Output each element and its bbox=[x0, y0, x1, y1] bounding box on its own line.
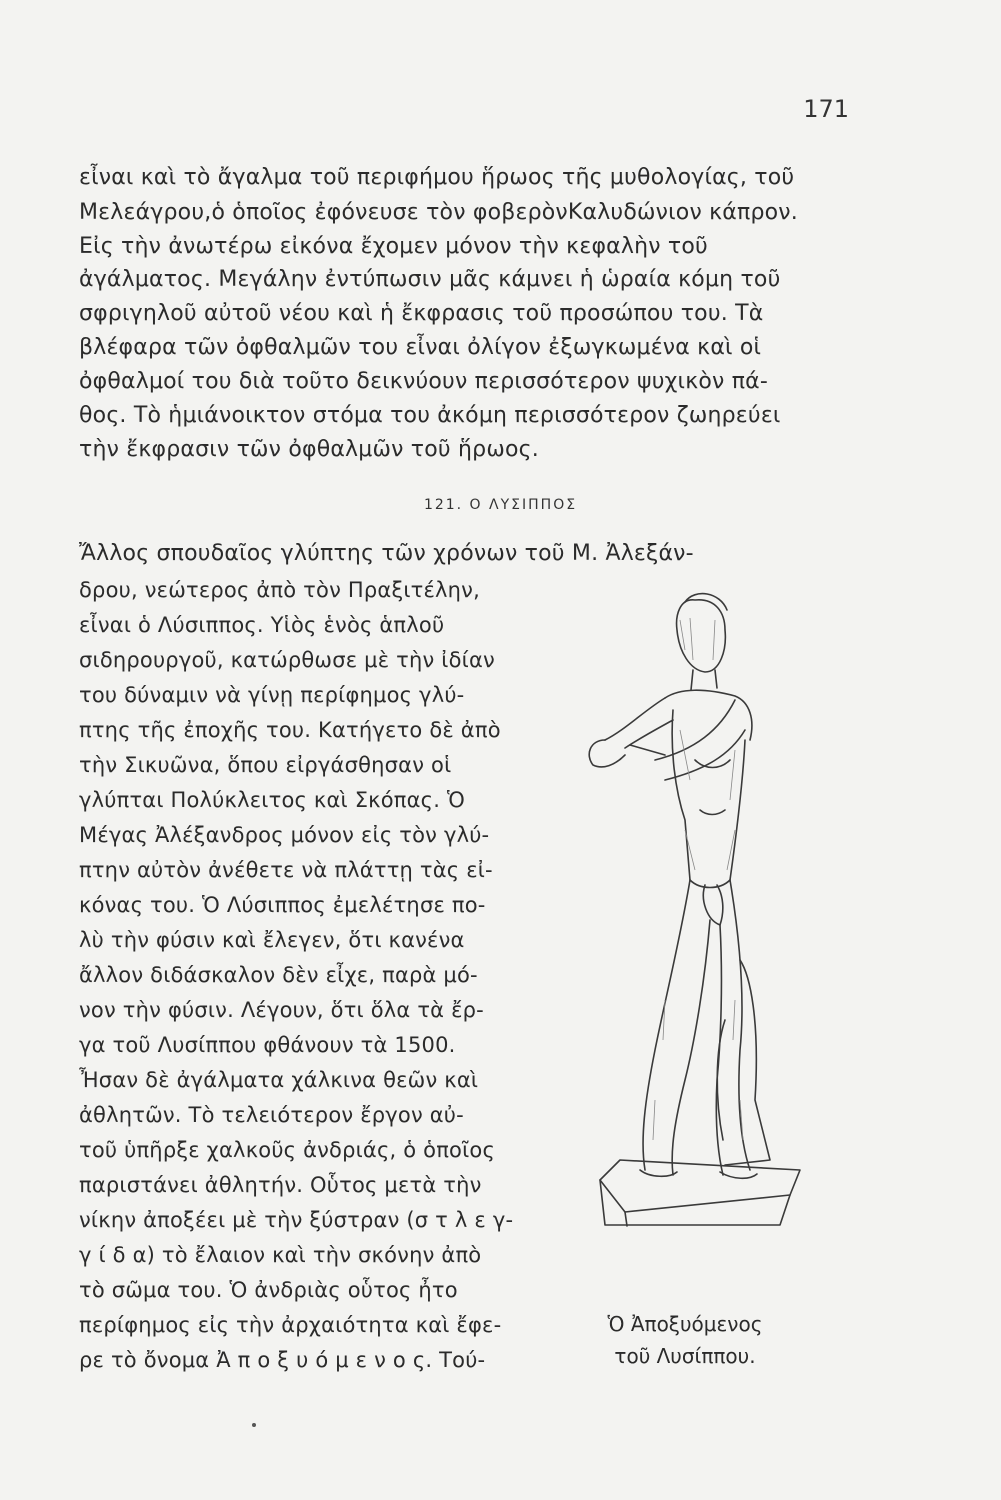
text-line: Μελεάγρου,ὁ ὁποῖος ἐφόνευσε τὸν φοβερὸνΚαλυδώνιον κάπρον. bbox=[79, 200, 798, 225]
section-heading: 121. Ο ΛΥΣΙΠΠΟΣ bbox=[423, 497, 578, 513]
text-line: Ἦσαν δὲ ἀγάλματα χάλκινα θεῶν καὶ bbox=[79, 1068, 479, 1092]
text-line: Εἰς τὴν ἀνωτέρω εἰκόνα ἔχομεν μόνον τὴν κεφαλὴν τοῦ bbox=[79, 234, 708, 259]
text-line: ἀγάλματος. Μεγάλην ἐντύπωσιν μᾶς κάμνει ἡ ὡραία κόμη τοῦ bbox=[79, 267, 781, 292]
text-line: τοῦ ὑπῆρξε χαλκοῦς ἀνδριάς, ὁ ὁποῖος bbox=[79, 1138, 495, 1162]
statue-apoxyomenos-illustration bbox=[545, 580, 845, 1240]
figure-caption-line1: Ὁ Ἀποξυόμενος bbox=[607, 1312, 763, 1336]
text-line: περίφημος εἰς τὴν ἀρχαιότητα καὶ ἔφε- bbox=[79, 1313, 502, 1337]
text-line: εἶναι καὶ τὸ ἄγαλμα τοῦ περιφήμου ἥρωος τῆς μυθολογίας, τοῦ bbox=[79, 165, 795, 190]
text-line: εἶναι ὁ Λύσιππος. Υἱὸς ἑνὸς ἁπλοῦ bbox=[79, 613, 445, 637]
text-line: γα τοῦ Λυσίππου φθάνουν τὰ 1500. bbox=[79, 1033, 456, 1057]
text-line: πτην αὐτὸν ἀνέθετε νὰ πλάττῃ τὰς εἰ- bbox=[79, 858, 493, 882]
text-line: λὺ τὴν φύσιν καὶ ἔλεγεν, ὅτι κανένα bbox=[79, 928, 465, 952]
text-line: βλέφαρα τῶν ὀφθαλμῶν του εἶναι ὀλίγον ἐξωγκωμένα καὶ οἱ bbox=[79, 335, 762, 360]
page-number: 171 bbox=[803, 95, 849, 123]
text-line: ἀθλητῶν. Τὸ τελειότερον ἔργον αὐ- bbox=[79, 1103, 464, 1127]
text-line: κόνας του. Ὁ Λύσιππος ἐμελέτησε πο- bbox=[79, 893, 486, 917]
text-line: παριστάνει ἀθλητήν. Οὗτος μετὰ τὴν bbox=[79, 1173, 482, 1197]
text-line: νον τὴν φύσιν. Λέγουν, ὅτι ὅλα τὰ ἔρ- bbox=[79, 998, 484, 1022]
text-line: του δύναμιν νὰ γίνῃ περίφημος γλύ- bbox=[79, 683, 465, 707]
text-line: τὸ σῶμα του. Ὁ ἀνδριὰς οὗτος ἦτο bbox=[79, 1278, 458, 1302]
text-line: τὴν Σικυῶνα, ὅπου εἰργάσθησαν οἱ bbox=[79, 753, 452, 777]
text-line: Ἄλλος σπουδαῖος γλύπτης τῶν χρόνων τοῦ Μ. Ἀλεξάν- bbox=[79, 541, 694, 566]
text-line: πτης τῆς ἐποχῆς του. Κατήγετο δὲ ἀπὸ bbox=[79, 718, 501, 742]
text-line: τὴν ἔκφρασιν τῶν ὀφθαλμῶν τοῦ ἥρωος. bbox=[79, 437, 539, 462]
text-line: σιδηρουργοῦ, κατώρθωσε μὲ τὴν ἰδίαν bbox=[79, 648, 495, 672]
text-line: Μέγας Ἀλέξανδρος μόνον εἰς τὸν γλύ- bbox=[79, 823, 490, 847]
text-line: θος. Τὸ ἡμιάνοικτον στόμα του ἀκόμη περισσότερον ζωηρεύει bbox=[79, 403, 781, 428]
text-line: νίκην ἀποξέει μὲ τὴν ξύστραν (σ τ λ ε γ- bbox=[79, 1208, 514, 1232]
figure-caption-line2: τοῦ Λυσίππου. bbox=[614, 1344, 756, 1368]
text-line: δρου, νεώτερος ἀπὸ τὸν Πραξιτέλην, bbox=[79, 578, 480, 602]
text-line: γλύπται Πολύκλειτος καὶ Σκόπας. Ὁ bbox=[79, 788, 465, 812]
stray-dot bbox=[252, 1423, 256, 1427]
text-line: γ ί δ α) τὸ ἔλαιον καὶ τὴν σκόνην ἀπὸ bbox=[79, 1243, 482, 1267]
text-line: ὀφθαλμοί του διὰ τοῦτο δεικνύουν περισσότερον ψυχικὸν πά- bbox=[79, 369, 768, 394]
text-line: σφριγηλοῦ αὐτοῦ νέου καὶ ἡ ἔκφρασις τοῦ προσώπου του. Τὰ bbox=[79, 301, 764, 326]
text-line: ἄλλον διδάσκαλον δὲν εἶχε, παρὰ μό- bbox=[79, 963, 478, 987]
text-line: ρε τὸ ὄνομα Ἀ π ο ξ υ ό μ ε ν ο ς. Τού- bbox=[79, 1348, 486, 1372]
